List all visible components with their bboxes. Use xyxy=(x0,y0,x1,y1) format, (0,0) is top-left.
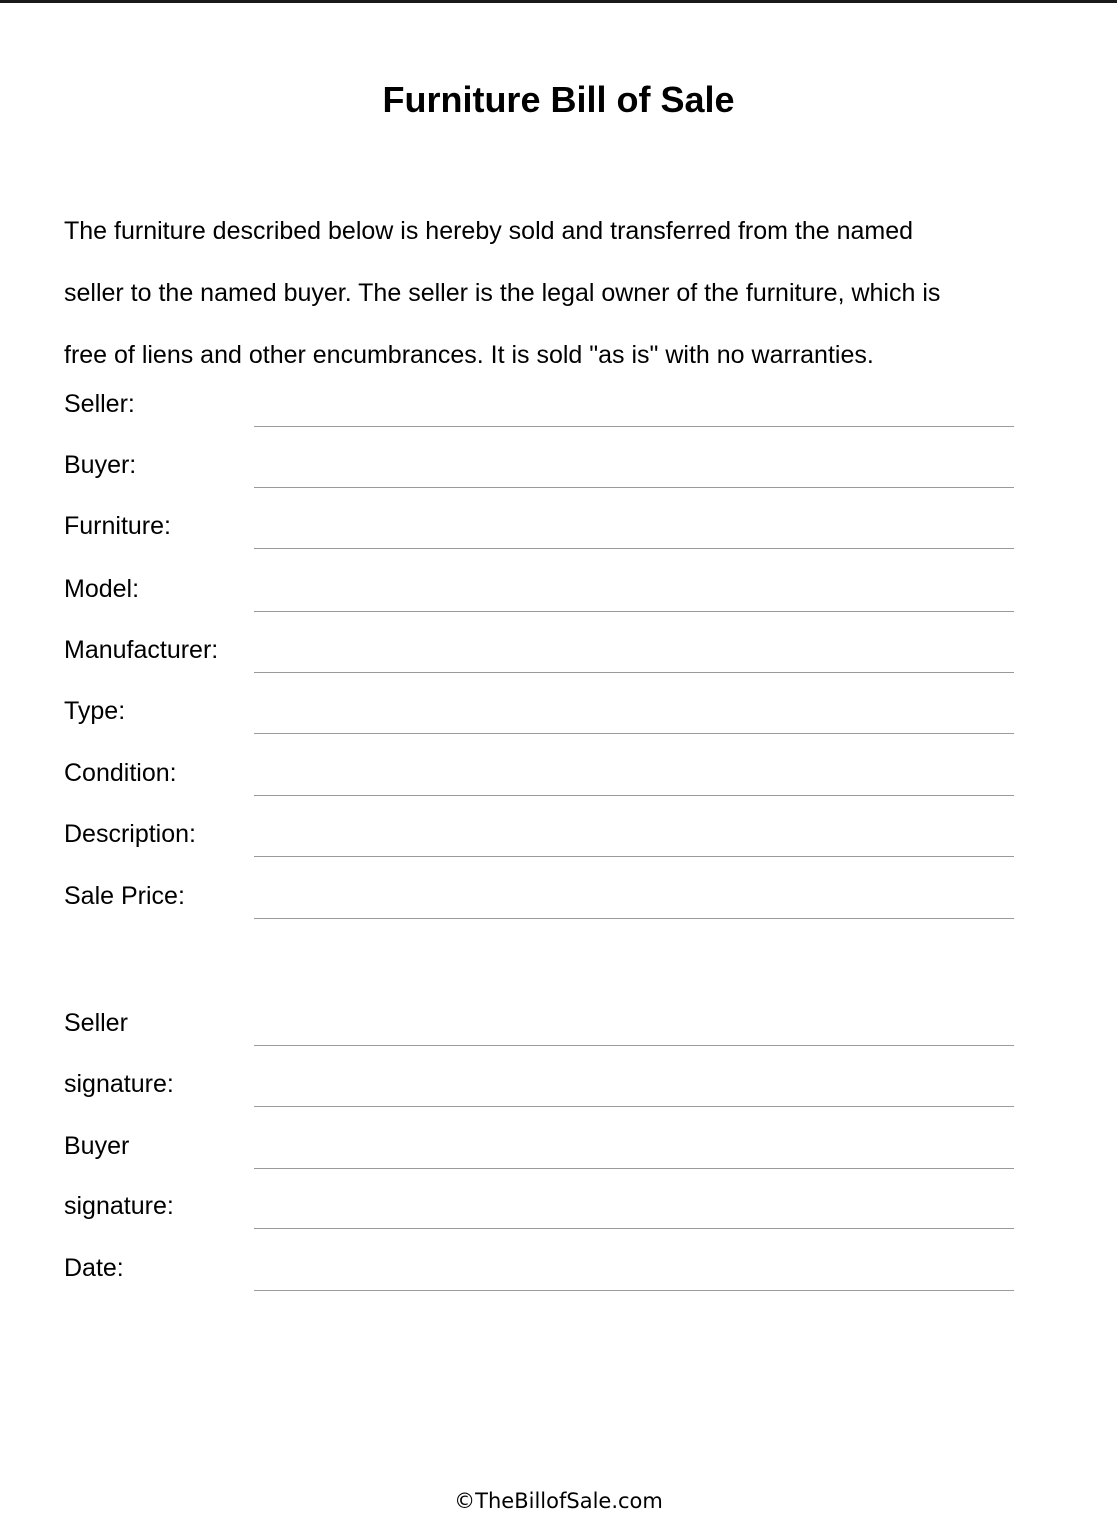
footer-copyright: ©TheBillofSale.com xyxy=(454,1489,663,1513)
field-seller-signature-2 xyxy=(64,1067,1014,1107)
condition-blank-line[interactable] xyxy=(254,795,1014,796)
field-seller-signature-1 xyxy=(64,1006,1014,1046)
field-label: Buyer xyxy=(64,1132,130,1160)
field-type xyxy=(64,694,1014,734)
field-buyer-signature-2 xyxy=(64,1189,1014,1229)
sale-price-blank-line[interactable] xyxy=(254,918,1014,919)
field-seller xyxy=(64,387,1014,427)
buyer-signature-blank-line-2[interactable] xyxy=(254,1228,1014,1229)
furniture-blank-line[interactable] xyxy=(254,548,1014,549)
field-label: Type: xyxy=(64,697,126,725)
field-label: Sale Price: xyxy=(64,882,185,910)
field-label: Buyer: xyxy=(64,451,137,479)
field-label: Condition: xyxy=(64,759,177,787)
intro-line: The furniture described below is hereby sold and transferred from the named xyxy=(64,217,914,245)
field-label: Furniture: xyxy=(64,512,171,540)
field-condition xyxy=(64,756,1014,796)
field-label: Manufacturer: xyxy=(64,636,219,664)
field-label: Date: xyxy=(64,1254,124,1282)
document-title: Furniture Bill of Sale xyxy=(382,79,735,120)
field-buyer-signature-1 xyxy=(64,1129,1014,1169)
field-model xyxy=(64,572,1014,612)
field-label: Seller: xyxy=(64,390,135,418)
manufacturer-blank-line[interactable] xyxy=(254,672,1014,673)
field-label: Description: xyxy=(64,820,196,848)
field-description xyxy=(64,817,1014,857)
seller-signature-blank-line-2[interactable] xyxy=(254,1106,1014,1107)
field-furniture xyxy=(64,509,1014,549)
field-date xyxy=(64,1251,1014,1291)
field-label: signature: xyxy=(64,1070,174,1098)
seller-blank-line[interactable] xyxy=(254,426,1014,427)
intro-line: free of liens and other encumbrances. It is sold "as is" with no warranties. xyxy=(64,341,874,369)
type-blank-line[interactable] xyxy=(254,733,1014,734)
intro-line: seller to the named buyer. The seller is the legal owner of the furniture, which is xyxy=(64,279,941,307)
field-label: signature: xyxy=(64,1192,174,1220)
seller-signature-blank-line[interactable] xyxy=(254,1045,1014,1046)
field-manufacturer xyxy=(64,633,1014,673)
buyer-blank-line[interactable] xyxy=(254,487,1014,488)
date-blank-line[interactable] xyxy=(254,1290,1014,1291)
field-label: Seller xyxy=(64,1009,128,1037)
model-blank-line[interactable] xyxy=(254,611,1014,612)
field-label: Model: xyxy=(64,575,140,603)
description-blank-line[interactable] xyxy=(254,856,1014,857)
buyer-signature-blank-line[interactable] xyxy=(254,1168,1014,1169)
field-sale-price xyxy=(64,879,1014,919)
field-buyer xyxy=(64,448,1014,488)
